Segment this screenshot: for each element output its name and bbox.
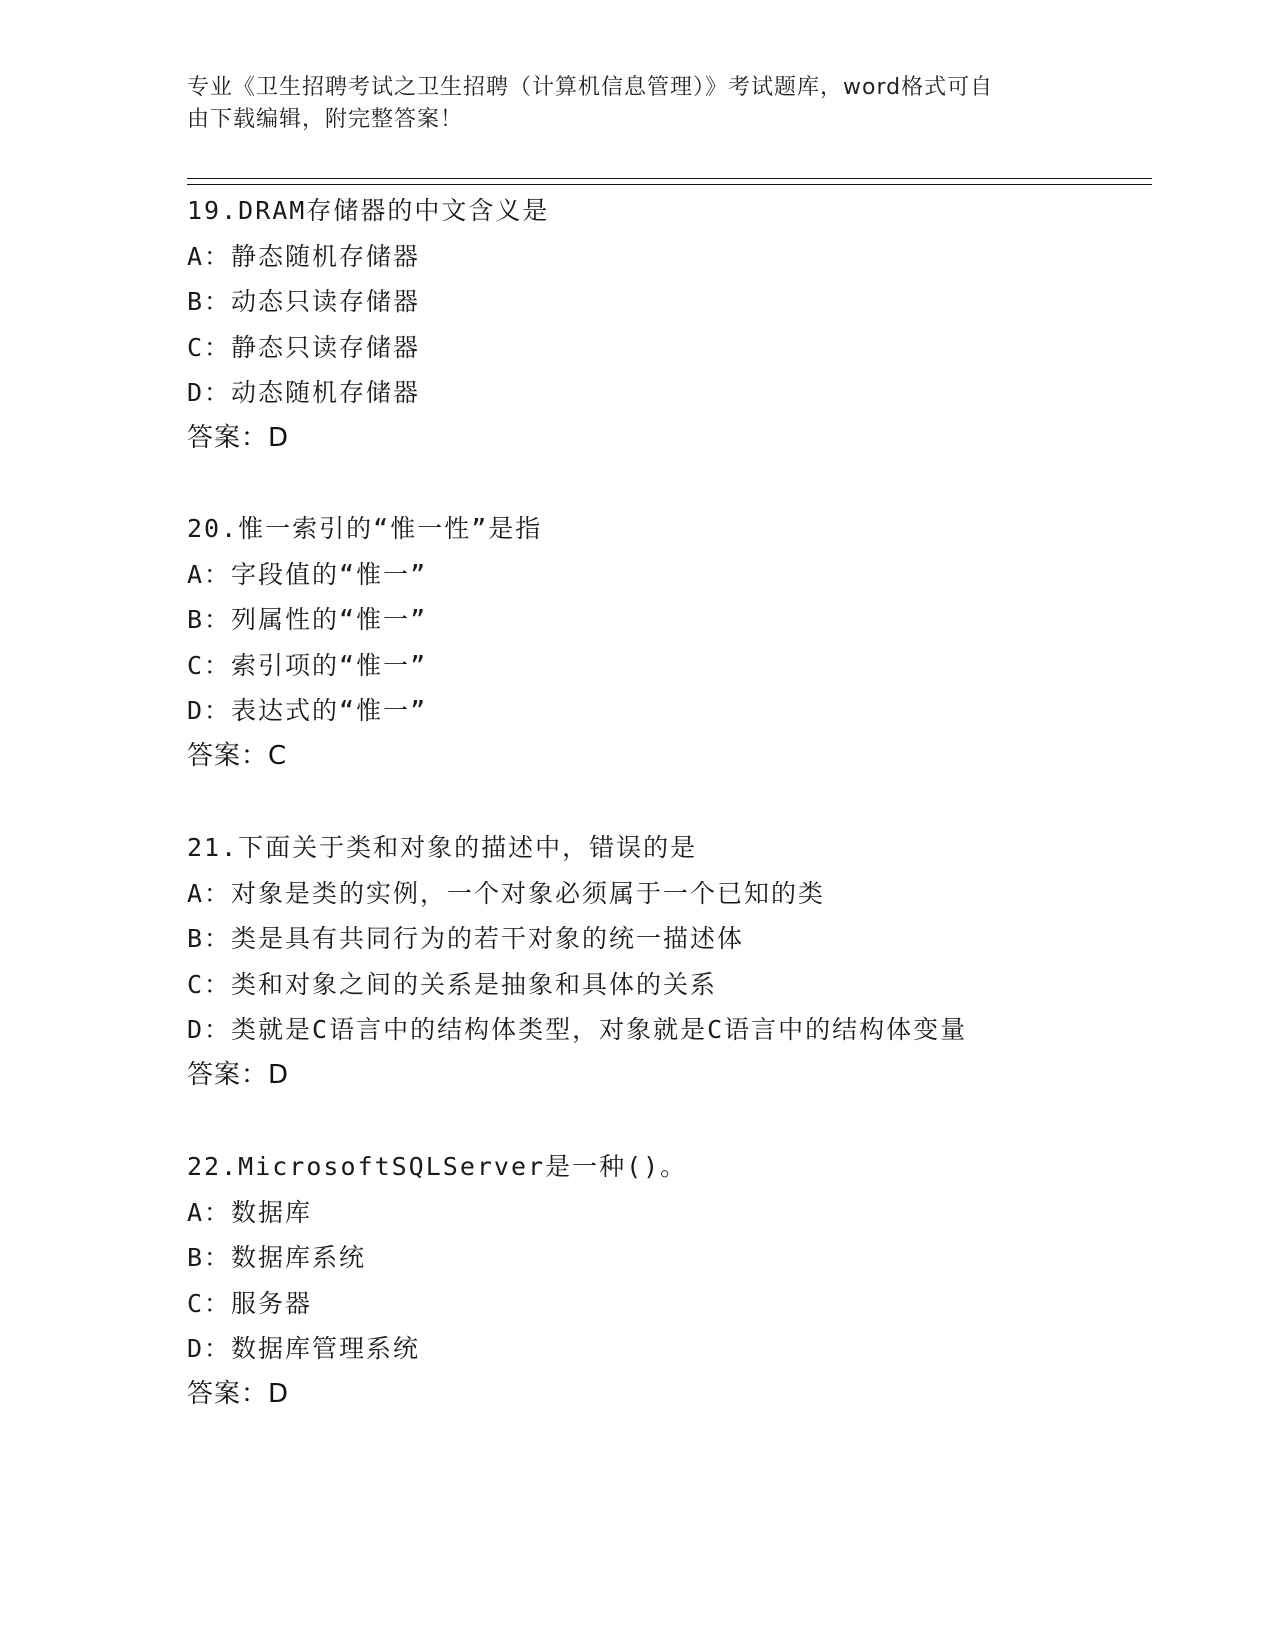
answer-label: 答案：C (187, 740, 288, 771)
option-b: B：数据库系统 (187, 1243, 367, 1272)
option-a: A：字段值的“惟一” (187, 559, 428, 589)
question-20 (187, 506, 1147, 779)
question-22 (187, 1144, 1147, 1417)
option-a: A：对象是类的实例，一个对象必须属于一个已知的类 (187, 878, 826, 908)
option-b: B：动态只读存储器 (187, 287, 421, 316)
option-b: B：类是具有共同行为的若干对象的统一描述体 (187, 924, 745, 953)
header-divider-bottom (187, 184, 1152, 185)
question-stem: 21.下面关于类和对象的描述中，错误的是 (187, 833, 698, 862)
option-c: C：类和对象之间的关系是抽象和具体的关系 (187, 969, 718, 999)
option-b: B：列属性的“惟一” (187, 605, 428, 634)
question-stem: 22.MicrosoftSQLServer是一种()。 (187, 1152, 688, 1181)
header-divider-top (187, 178, 1152, 179)
answer-label: 答案：D (187, 1059, 290, 1090)
question-21 (187, 825, 1147, 1098)
question-stem: 20.惟一索引的“惟一性”是指 (187, 514, 543, 543)
answer-label: 答案：D (187, 1378, 290, 1409)
option-c: C：服务器 (187, 1288, 313, 1318)
option-a: A：静态随机存储器 (187, 241, 421, 271)
option-a: A：数据库 (187, 1197, 313, 1227)
question-19 (187, 188, 1147, 461)
answer-label: 答案：D (187, 422, 290, 453)
option-d: D：动态随机存储器 (187, 378, 421, 407)
document-header (187, 72, 1087, 136)
option-d: D：类就是C语言中的结构体类型，对象就是C语言中的结构体变量 (187, 1015, 968, 1044)
header-line-1: 专业《卫生招聘考试之卫生招聘（计算机信息管理）》考试题库，word格式可自 (187, 75, 994, 100)
option-d: D：表达式的“惟一” (187, 696, 428, 725)
header-line-2: 由下载编辑，附完整答案！ (187, 107, 464, 132)
option-c: C：索引项的“惟一” (187, 650, 428, 680)
option-c: C：静态只读存储器 (187, 332, 421, 362)
question-stem: 19.DRAM存储器的中文含义是 (187, 196, 550, 225)
option-d: D：数据库管理系统 (187, 1334, 421, 1363)
